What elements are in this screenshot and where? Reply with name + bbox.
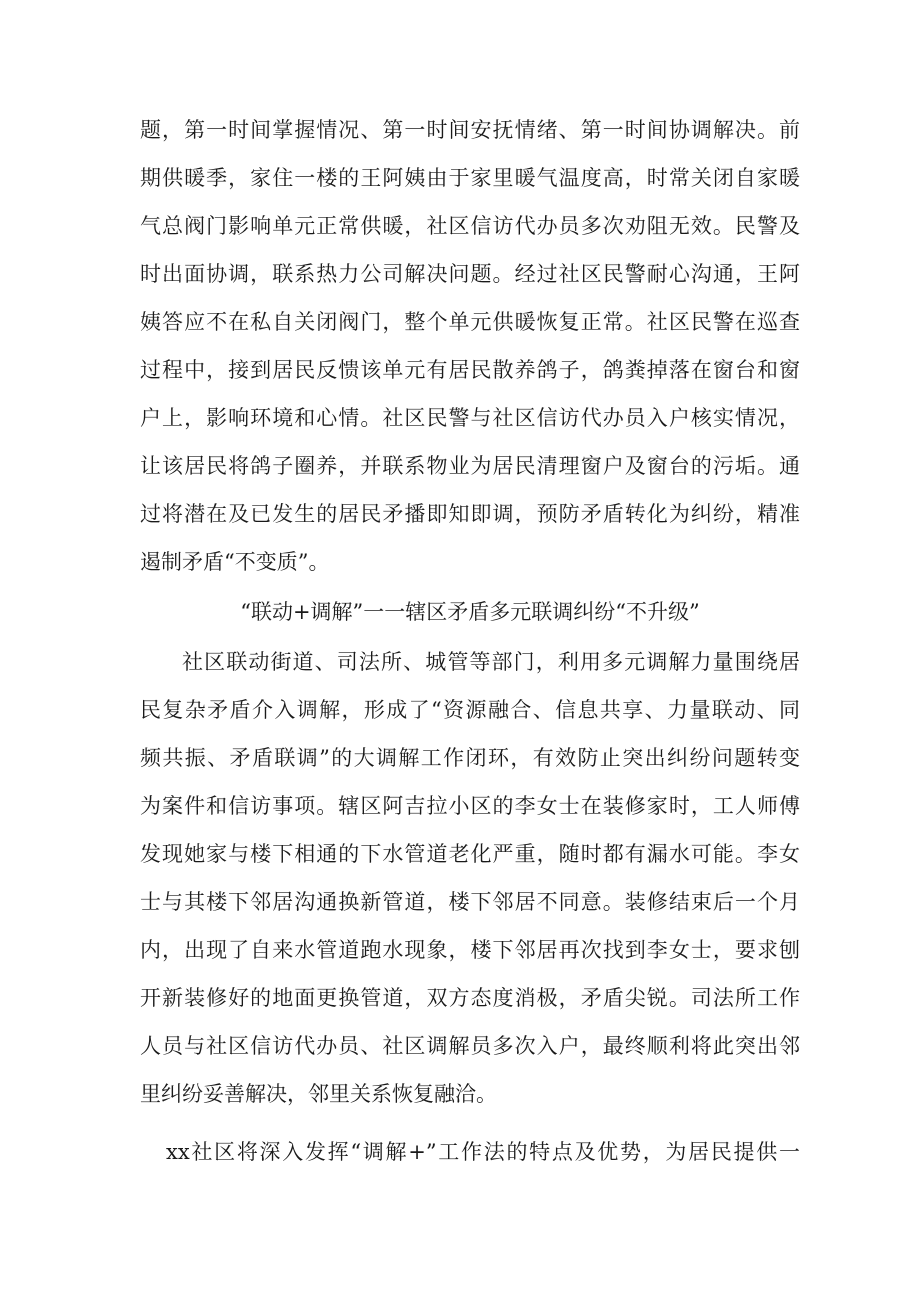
paragraph-line: 发现她家与楼下相通的下水管道老化严重，随时都有漏水可能。李女 bbox=[140, 842, 800, 866]
paragraph-line: 题，第一时间掌握情况、第一时间安抚情绪、第一时间协调解决。前 bbox=[140, 118, 800, 142]
paragraph-line: 过将潜在及已发生的居民矛播即知即调，预防矛盾转化为纠纷，精准 bbox=[140, 502, 800, 526]
paragraph-line: 姨答应不在私自关闭阀门，整个单元供暖恢复正常。社区民警在巡查 bbox=[140, 310, 800, 334]
paragraph-line: 里纠纷妥善解决，邻里关系恢复融洽。 bbox=[140, 1082, 497, 1106]
paragraph-line: 内，出现了自来水管道跑水现象，楼下邻居再次找到李女士，要求刨 bbox=[140, 938, 800, 962]
paragraph-line: 社区联动街道、司法所、城管等部门，利用多元调解力量围绕居 bbox=[182, 650, 800, 674]
paragraph-line: 遏制矛盾“不变质”。 bbox=[140, 550, 330, 574]
paragraph-line: 时出面协调，联系热力公司解决问题。经过社区民警耐心沟通，王阿 bbox=[140, 262, 800, 286]
paragraph-line: 人员与社区信访代办员、社区调解员多次入户，最终顺利将此突出邻 bbox=[140, 1034, 800, 1058]
paragraph-line: 让该居民将鸽子圈养，并联系物业为居民清理窗户及窗台的污垢。通 bbox=[140, 454, 800, 478]
paragraph-line: 民复杂矛盾介入调解，形成了“资源融合、信息共享、力量联动、同 bbox=[140, 698, 800, 722]
paragraph-line: 气总阀门影响单元正常供暖，社区信访代办员多次劝阻无效。民警及 bbox=[140, 214, 800, 238]
paragraph-line: 过程中，接到居民反愦该单元有居民散养鸽子，鸽粪掉落在窗台和窗 bbox=[140, 358, 800, 382]
paragraph-line: xx社区将深入发挥“调解+”工作法的特点及优势，为居民提供一 bbox=[166, 1140, 800, 1164]
paragraph-line: 士与其楼下邻居沟通换新管道，楼下邻居不同意。装修结束后一个月 bbox=[140, 890, 800, 914]
section-heading: “联动+调解”一一辖区矛盾多元联调纠纷“不升级” bbox=[240, 600, 700, 624]
paragraph-line: 户上，影响环境和心情。社区民警与社区信访代办员入户核实情况， bbox=[140, 406, 800, 430]
paragraph-line: 开新装修好的地面更换管道，双方态度消极，矛盾尖锐。司法所工作 bbox=[140, 986, 800, 1010]
paragraph-line: 期供暖季，家住一楼的王阿姨由于家里暖气温度高，时常关闭自家暖 bbox=[140, 166, 800, 190]
paragraph-line: 为案件和信访事项。辖区阿吉拉小区的李女士在装修家时，工人师傅 bbox=[140, 794, 800, 818]
paragraph-line: 频共振、矛盾联调”的大调解工作闭环，有效防止突出纠纷问题转变 bbox=[140, 746, 800, 770]
